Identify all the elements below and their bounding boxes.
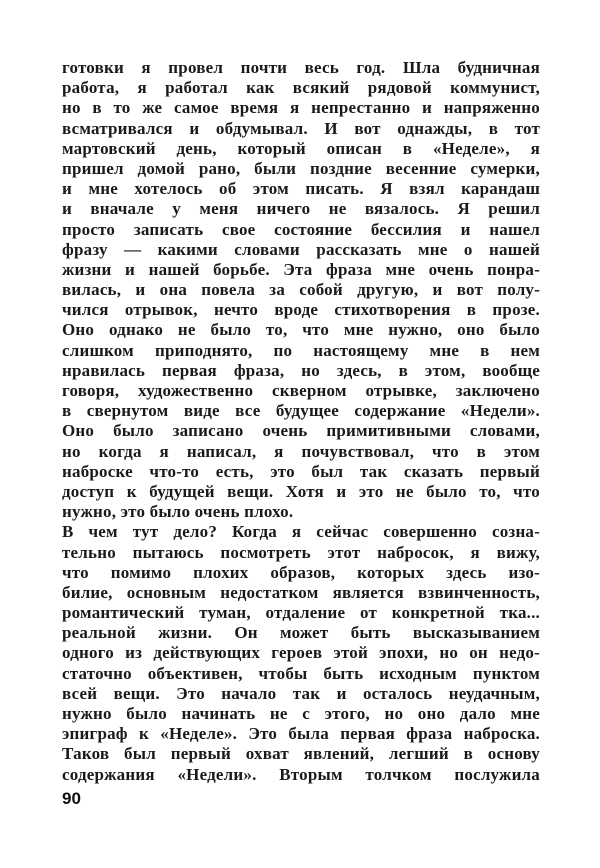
text-line: что помимо плохих образов, которых здесь изо- — [62, 562, 540, 582]
text-line: тельно пытаюсь посмотреть этот набросок, я вижу, — [62, 542, 540, 562]
text-line: просто записать свое состояние бессилия и нашел — [62, 219, 540, 239]
text-line: готовки я провел почти весь год. Шла будничная — [62, 58, 540, 77]
text-line: Оно было записано очень примитивными словами, — [62, 421, 540, 441]
text-line: говоря, художественно скверном отрывке, заключено — [62, 381, 540, 400]
text-line: Таков был первый охват явлений, легший в основу — [62, 744, 540, 764]
text-line: одного из действующих героев этой эпохи, но он недо- — [62, 643, 540, 663]
text-line: Оно однако не было то, что мне нужно, оно было — [62, 320, 540, 340]
text-line: наброске что-то есть, это был так сказать первый — [62, 461, 540, 481]
text-line: слишком приподнято, по настоящему мне в нем — [62, 340, 540, 360]
text-line: нужно, это было очень плохо. — [62, 502, 294, 522]
text-line: содержания «Недели». Вторым толчком послужила — [62, 764, 540, 784]
text-line: статочно объективен, чтобы быть исходным пунктом — [62, 663, 540, 683]
text-line: мартовский день, который описан в «Неделе», я — [62, 138, 540, 158]
text-line: всей вещи. Это начало так и осталось неудачным, — [62, 683, 540, 703]
page-text — [62, 58, 540, 785]
text-line: реальной жизни. Он может быть высказыванием — [62, 623, 540, 643]
text-line: доступ к будущей вещи. Хотя и это не было то, что — [62, 481, 540, 501]
text-line: эпиграф к «Неделе». Это была первая фраза наброска. — [62, 724, 540, 744]
text-line: романтический туман, отдаление от конкретной тка... — [62, 603, 540, 623]
text-line: фразу — какими словами рассказать мне о нашей — [62, 239, 540, 259]
text-line: чился отрывок, нечто вроде стихотворения в прозе. — [62, 300, 540, 320]
text-line: В чем тут дело? Когда я сейчас совершенно созна- — [62, 522, 540, 542]
page-number: 90 — [62, 789, 81, 808]
text-line: и вначале у меня ничего не вязалось. Я решил — [62, 199, 540, 219]
text-line: вилась, и она повела за собой другую, и вот полу- — [62, 280, 540, 300]
text-line: жизни и нашей борьбе. Эта фраза мне очень понра- — [62, 259, 540, 279]
text-line: и мне хотелось об этом писать. Я взял карандаш — [62, 179, 540, 199]
text-line: но когда я написал, я почувствовал, что в этом — [62, 441, 540, 461]
text-line: нужно было начинать не с этого, но оно дало мне — [62, 704, 540, 723]
text-line: нравилась первая фраза, но здесь, в этом, вообще — [62, 360, 540, 380]
text-line: пришел домой рано, были поздние весенние сумерки, — [62, 158, 540, 178]
text-line: в свернутом виде все будущее содержание «Недели». — [62, 401, 540, 421]
text-line: но в то же самое время я непрестанно и напряженно — [62, 98, 540, 118]
text-line: работа, я работал как всякий рядовой коммунист, — [62, 78, 540, 98]
text-line: всматривался и обдумывал. И вот однажды, в тот — [62, 118, 540, 138]
text-line: билие, основным недостатком является взвинченность, — [62, 582, 540, 602]
